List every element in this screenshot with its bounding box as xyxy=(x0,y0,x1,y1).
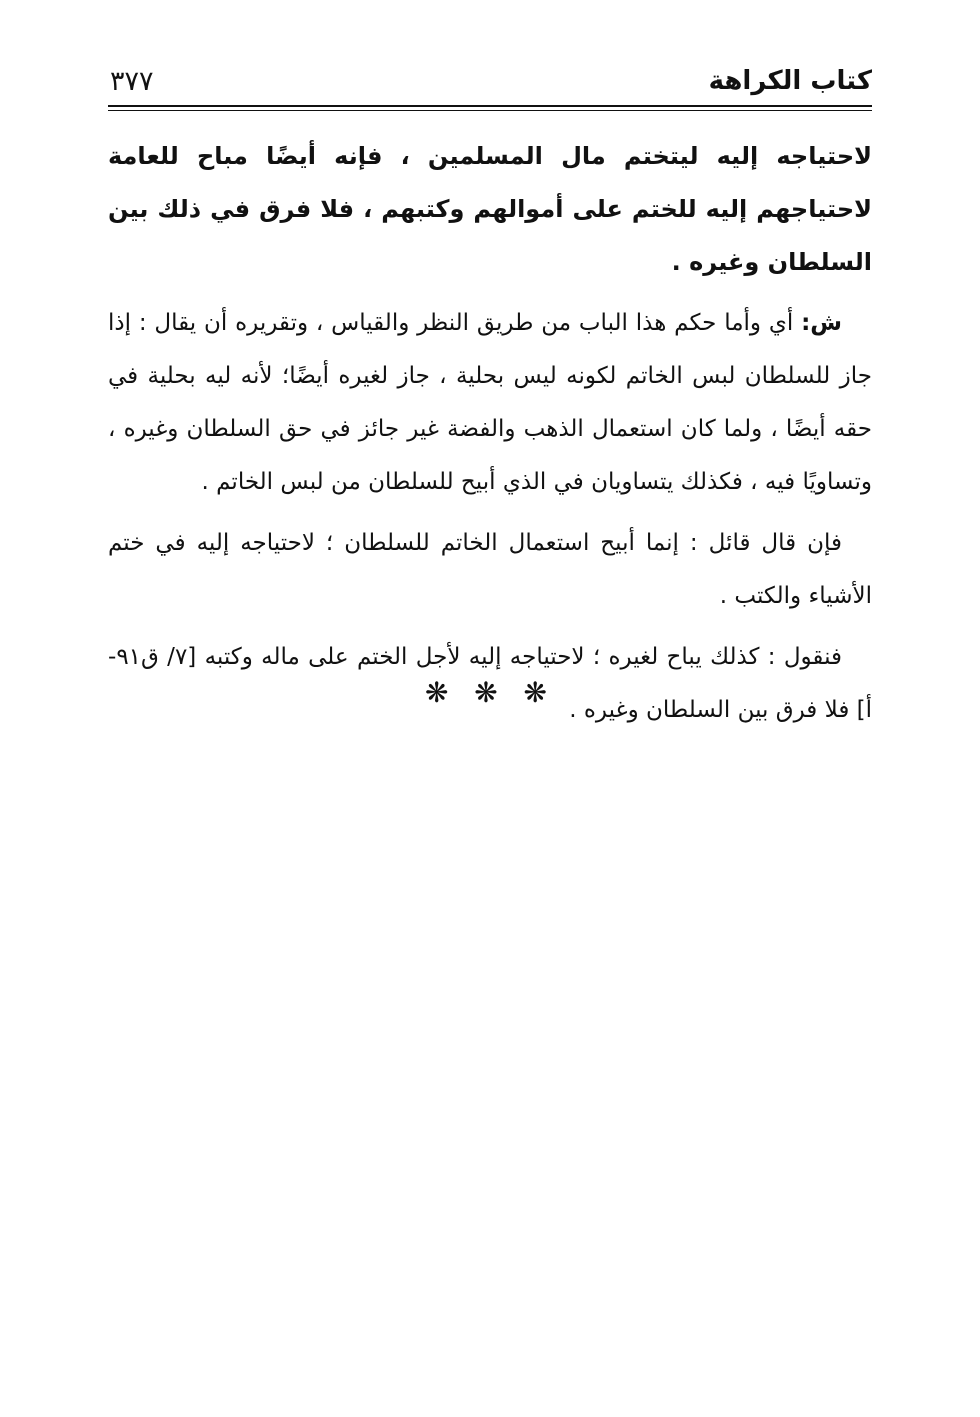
running-header xyxy=(108,62,872,102)
header-rule xyxy=(108,105,872,111)
sharh-text: أي وأما حكم هذا الباب من طريق النظر والقياس ، وتقريره أن يقال : إذا جاز للسلطان لبس الخاتم لكونه ليس بحلية ، جاز لغيره أيضًا؛ لأنه ليه بحلية في حقه أيضًا ، ولما كان استعمال الذهب والفضة غير جائز في حق السلطان وغيره ، وتساويًا فيه ، فكذلك يتساويان في الذي أبيح للسلطان من لبس الخاتم . xyxy=(108,310,872,495)
objection-paragraph: فإن قال قائل : إنما أبيح استعمال الخاتم للسلطان ؛ لاحتياجه إليه في ختم الأشياء والكتب . xyxy=(108,530,872,609)
section-separator: ❋ ❋ ❋ xyxy=(425,676,555,709)
reply-text-1: فنقول : كذلك يباح لغيره ؛ لاحتياجه إليه لأجل الختم على ماله وكتبه xyxy=(196,644,843,670)
sharh-label: ش: xyxy=(801,310,842,336)
page-number: ٣٧٧ xyxy=(110,66,154,97)
matn-paragraph: لاحتياجه إليه ليتختم مال المسلمين ، فإنه أيضًا مباح للعامة لاحتياجهم إليه للختم على أموالهم وكتبهم ، فلا فرق في ذلك بين السلطان وغيره . xyxy=(108,142,872,276)
body-text xyxy=(108,130,872,745)
manuscript-folio-ref: [٧/ ق٩١-أ] xyxy=(108,644,872,723)
reply-text-2: فلا فرق بين السلطان وغيره . xyxy=(569,697,857,723)
sharh-paragraph xyxy=(108,297,872,509)
chapter-title: كتاب الكراهة xyxy=(708,66,872,96)
